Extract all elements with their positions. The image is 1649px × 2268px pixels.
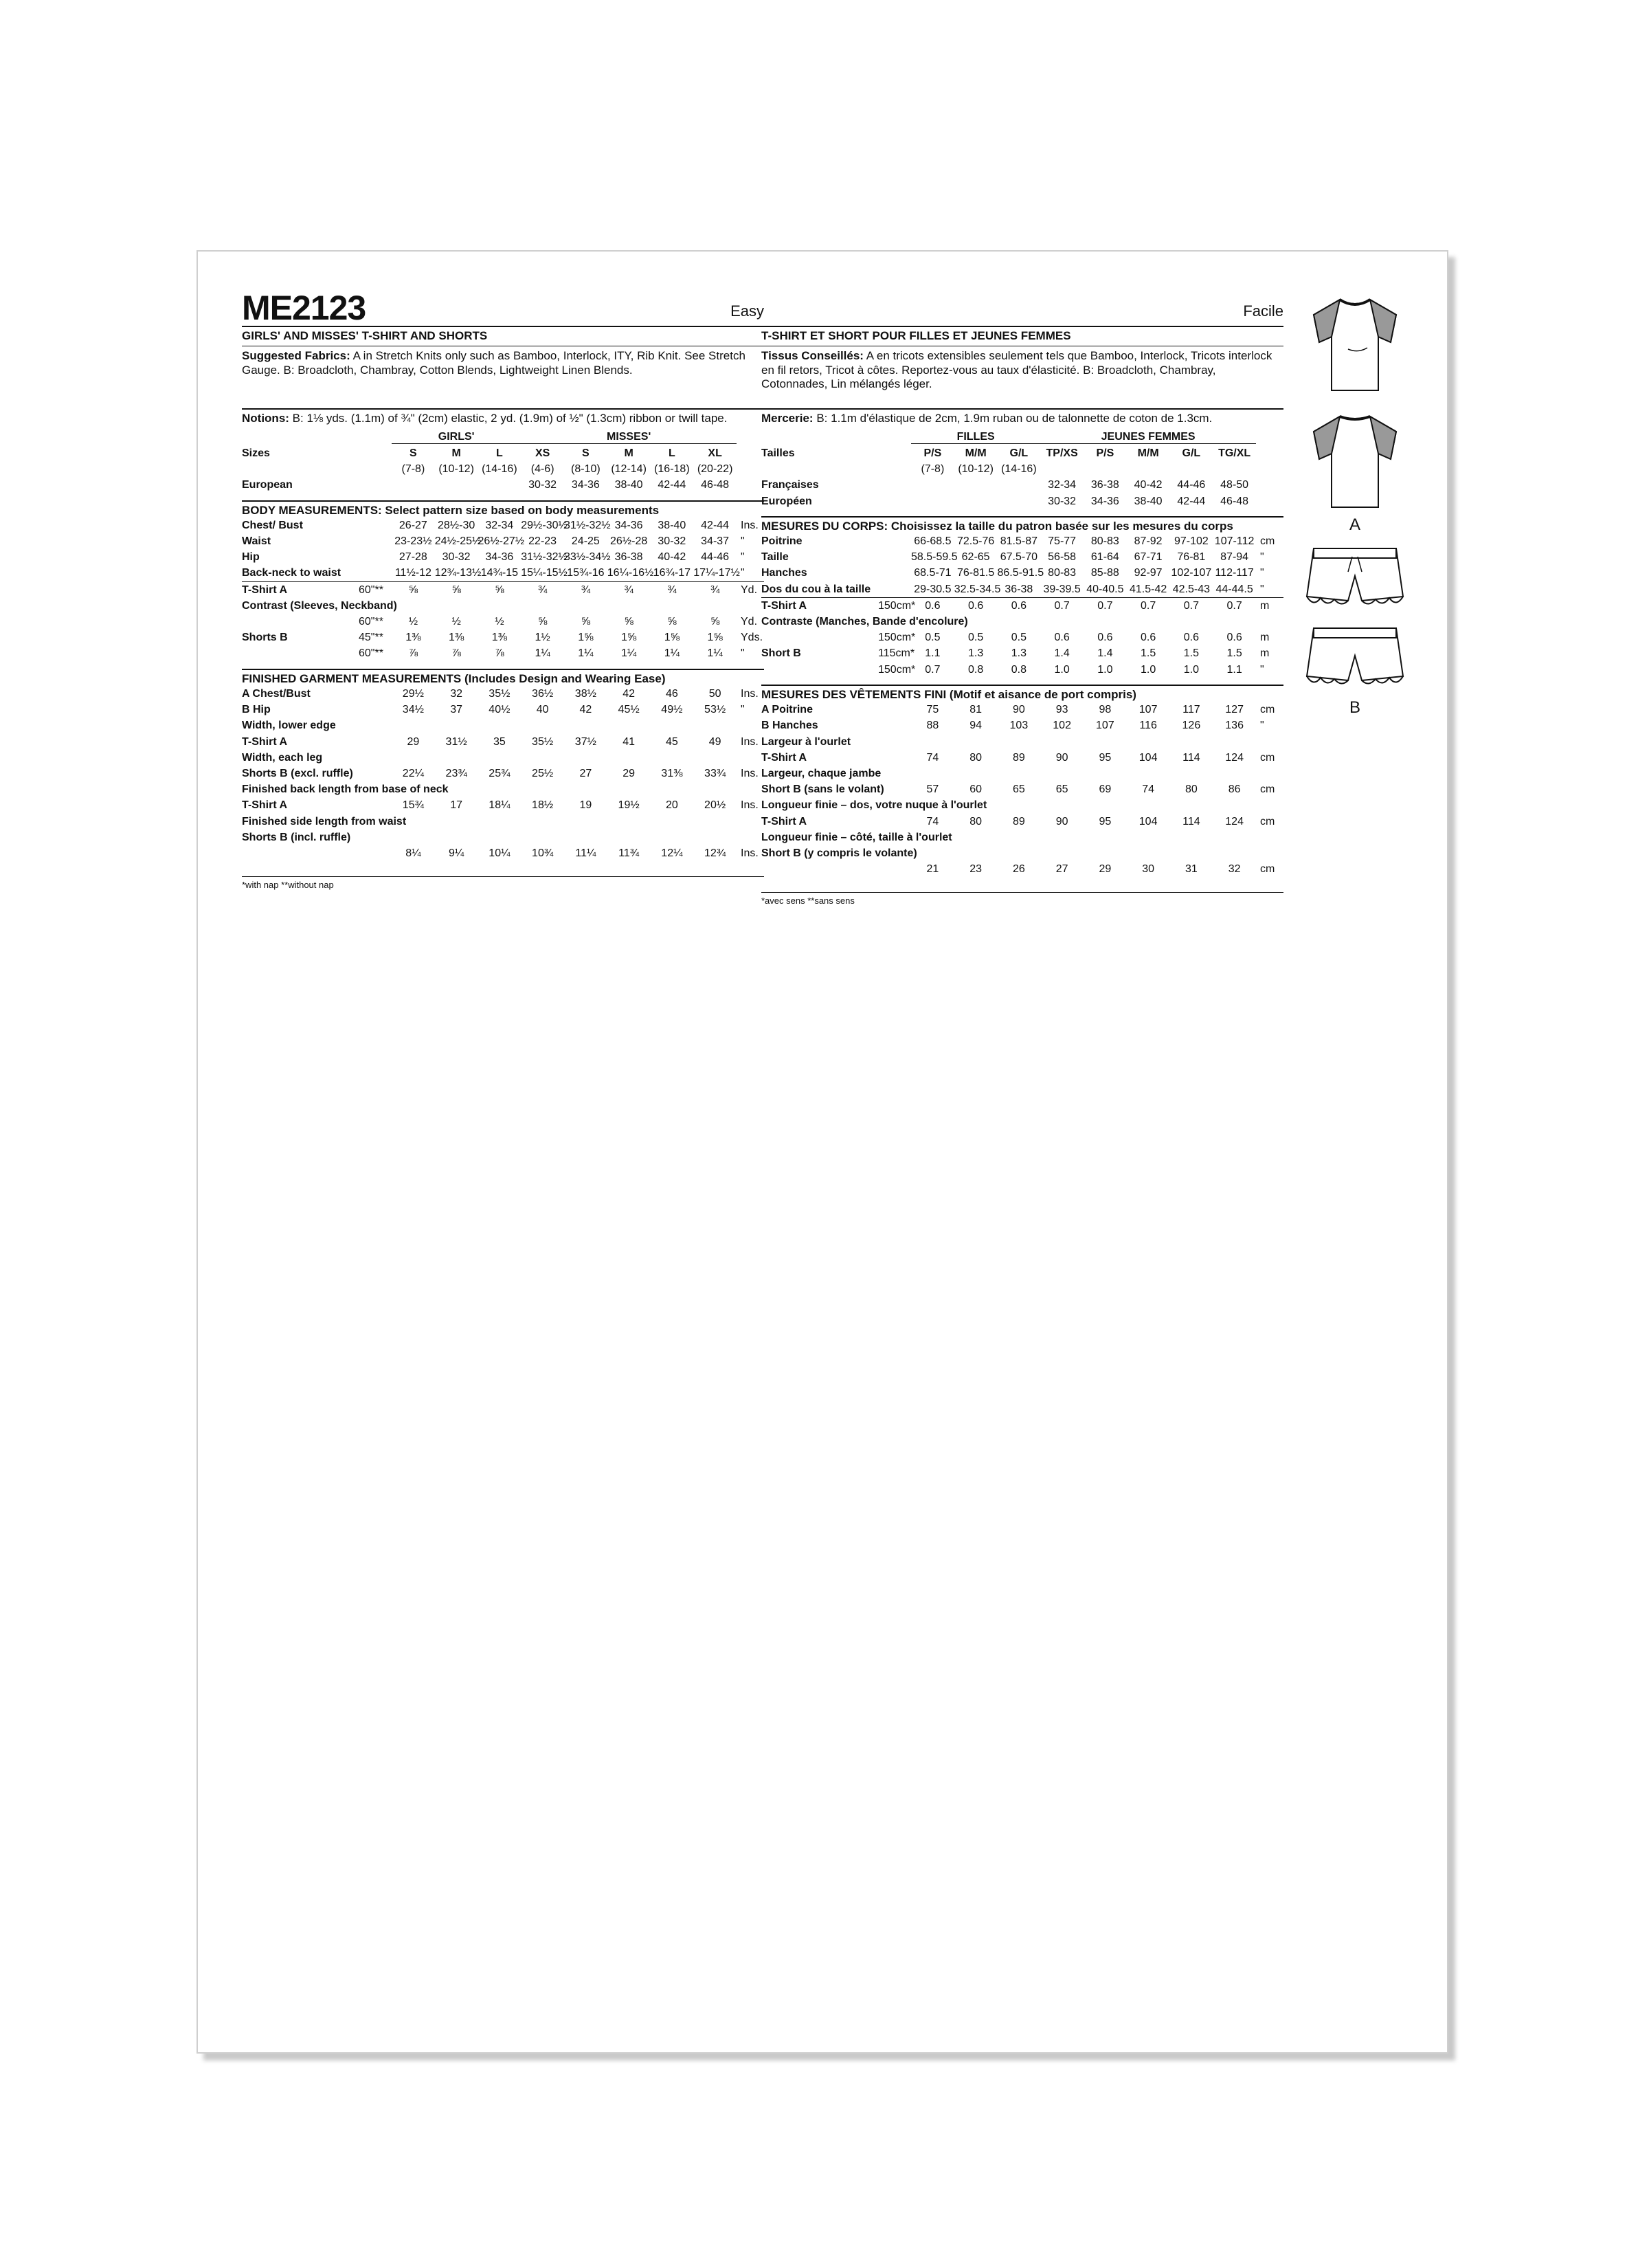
- table-row: 8¼ 9¼ 10¼ 10¾ 11¼ 11¾ 12¼ 12¾ Ins.: [405, 847, 759, 859]
- body-measurements-heading-fr: MESURES DU CORPS: Choisissez la taille du patron basée sur les mesures du corps: [761, 516, 1283, 533]
- table-row: B Hanches 88 94 103 102 107 116 126 136 ": [761, 720, 1264, 732]
- table-row: Finished side length from waist: [242, 815, 407, 827]
- yardage-table: [242, 582, 764, 662]
- group-jeunes-femmes: JEUNES FEMMES: [1040, 430, 1256, 444]
- table-row: T-Shirt A 150cm* 0.6 0.6 0.6 0.7 0.7 0.7 0.7 0.7 m: [761, 599, 1270, 612]
- table-row: Hip 27-28 30-32 34-36 31½-32½ 33½-34½ 36-38 40-42 44-46 ": [242, 551, 745, 564]
- table-row: Finished back length from base of neck: [242, 783, 449, 796]
- suggested-fabrics: [242, 346, 764, 404]
- notions: [242, 408, 764, 425]
- view-a-label: A: [1349, 515, 1360, 534]
- fabrics-text: A in Stretch Knits only such as Bamboo, Interlock, ITY, Rib Knit. See Stretch Gauge. B: Broadcloth, Chambray, Cotton Blends, Lightweight Linen Blends.: [242, 349, 745, 377]
- table-row: 21 23 26 27 29 30 31 32 cm: [926, 863, 1275, 876]
- yardage-table-fr: [761, 598, 1283, 678]
- table-row: Short B 115cm* 1.1 1.3 1.3 1.4 1.4 1.5 1.5 1.5 m: [761, 647, 1270, 660]
- table-row: Shorts B (incl. ruffle): [242, 831, 351, 843]
- pattern-title: GIRLS' AND MISSES' T-SHIRT AND SHORTS: [242, 326, 764, 343]
- footnote-fr: *avec sens **sans sens: [761, 892, 1283, 907]
- table-row: Shorts B 45"** 1⅜ 1⅜ 1⅜ 1½ 1⅝ 1⅝ 1⅝ 1⅝ Yds.: [242, 632, 763, 644]
- table-row: T-Shirt A 74 80 89 90 95 104 114 124 cm: [761, 815, 1275, 827]
- pattern-title-fr: T-SHIRT ET SHORT POUR FILLES ET JEUNES FEMMES: [761, 326, 1283, 343]
- group-filles: FILLES: [911, 430, 1040, 444]
- sizes-row-fr: Tailles P/S M/M G/L TP/XS P/S M/M G/L TG/XL: [761, 447, 1251, 459]
- pattern-sheet: [197, 250, 1448, 2054]
- finished-measurements-heading: FINISHED GARMENT MEASUREMENTS (Includes Design and Wearing Ease): [242, 669, 764, 686]
- body-measurements-heading: BODY MEASUREMENTS: Select pattern size based on body measurements: [242, 500, 764, 518]
- table-row: Shorts B (excl. ruffle) 22¼ 23¾ 25¾ 25½ 27 29 31⅜ 33¾ Ins.: [242, 767, 759, 779]
- table-row: T-Shirt A 74 80 89 90 95 104 114 124 cm: [761, 751, 1275, 764]
- table-row: Longueur finie – côté, taille à l'ourlet: [761, 831, 952, 843]
- table-row: T-Shirt A 29 31½ 35 35½ 37½ 41 45 49 Ins.: [242, 735, 759, 748]
- table-row: Chest/ Bust 26-27 28½-30 32-34 29½-30½ 31½-32½ 34-36 38-40 42-44 Ins.: [242, 519, 759, 531]
- shorts-back-drawing: [1293, 621, 1417, 697]
- francaises-row: Françaises 32-34 36-38 40-42 44-46 48-50: [761, 479, 1249, 491]
- table-row: Contraste (Manches, Bande d'encolure): [761, 616, 968, 628]
- table-row: Short B (sans le volant) 57 60 65 65 69 74 80 86 cm: [761, 783, 1275, 796]
- table-row: A Chest/Bust 29½ 32 35½ 36½ 38½ 42 46 50 Ins.: [242, 688, 759, 700]
- fabrics-label: Suggested Fabrics:: [242, 349, 350, 363]
- table-row: Hanches 68.5-71 76-81.5 86.5-91.5 80-83 85-88 92-97 102-107 112-117 ": [761, 567, 1264, 579]
- view-illustrations: [1279, 287, 1431, 724]
- english-column: [242, 287, 764, 891]
- table-row: T-Shirt A 60"** ⅝ ⅝ ⅝ ¾ ¾ ¾ ¾ ¾ Yd.: [242, 583, 758, 596]
- finished-measurements-table-fr: [761, 702, 1283, 877]
- europeen-row: Européen 30-32 34-36 38-40 42-44 46-48: [761, 495, 1249, 507]
- difficulty-label-fr: Facile: [1243, 302, 1283, 320]
- body-measurements-table: [242, 518, 764, 581]
- notions-label-fr: Mercerie:: [761, 412, 814, 425]
- finished-measurements-table: [242, 686, 764, 861]
- sizes-table: [242, 429, 764, 493]
- table-row: Taille 58.5-59.5 62-65 67.5-70 56-58 61-64 67-71 76-81 87-94 ": [761, 551, 1264, 564]
- table-row: Width, lower edge: [242, 720, 336, 732]
- body-measurements-table-fr: [761, 533, 1283, 597]
- size-ranges-row: (7-8) (10-12) (14-16) (4-6) (8-10) (12-14) (16-18) (20-22): [401, 463, 733, 476]
- table-row: Largeur à l'ourlet: [761, 735, 851, 748]
- table-row: B Hip 34½ 37 40½ 40 42 45½ 49½ 53½ ": [242, 704, 745, 716]
- table-row: 150cm* 0.5 0.5 0.5 0.6 0.6 0.6 0.6 0.6 m: [878, 632, 1270, 644]
- table-row: A Poitrine 75 81 90 93 98 107 117 127 cm: [761, 704, 1275, 716]
- table-row: Dos du cou à la taille 29-30.5 32.5-34.5 36-38 39-39.5 40-40.5 41.5-42 42.5-43 44-44.5 ": [761, 583, 1264, 595]
- tshirt-back-drawing: [1300, 404, 1410, 514]
- tshirt-front-drawing: [1300, 287, 1410, 397]
- sizes-row: Sizes S M L XS S M L XL: [242, 447, 722, 459]
- fabrics-text-fr: A en tricots extensibles seulement tels que Bamboo, Interlock, Tricots interlock en fil retors, Tricot à côtes. Reportez-vous au taux d'élasticité. B: Broadcloth, Chambray, Cotonnades, Lin mélangés léger.: [761, 349, 1272, 391]
- table-row: Poitrine 66-68.5 72.5-76 81.5-87 75-77 80-83 87-92 97-102 107-112 cm: [761, 535, 1275, 548]
- pattern-number: ME2123: [242, 289, 366, 327]
- european-row: European 30-32 34-36 38-40 42-44 46-48: [242, 479, 730, 491]
- table-row: Back-neck to waist 11½-12 12¾-13½ 14¾-15 15¼-15½ 15¾-16 16¼-16½ 16¾-17 17¼-17½ ": [242, 567, 745, 579]
- table-row: 60"** ⅞ ⅞ ⅞ 1¼ 1¼ 1¼ 1¼ 1¼ ": [359, 647, 745, 660]
- table-row: Short B (y compris le volante): [761, 847, 917, 859]
- notions-text: B: 1⅛ yds. (1.1m) of ¾" (2cm) elastic, 2 yd. (1.9m) of ½" (1.3cm) ribbon or twill tape.: [292, 412, 728, 425]
- fabrics-label-fr: Tissus Conseillés:: [761, 349, 864, 363]
- table-row: T-Shirt A 15¾ 17 18¼ 18½ 19 19½ 20 20½ Ins.: [242, 799, 759, 812]
- table-row: Width, each leg: [242, 751, 323, 764]
- shorts-front-drawing: [1293, 542, 1417, 617]
- notions-label: Notions:: [242, 412, 289, 425]
- suggested-fabrics-fr: [761, 346, 1283, 404]
- table-row: Contrast (Sleeves, Neckband): [242, 599, 397, 612]
- difficulty-label: Easy: [730, 302, 764, 320]
- table-row: 150cm* 0.7 0.8 0.8 1.0 1.0 1.0 1.0 1.1 ": [878, 663, 1264, 676]
- french-column: [761, 287, 1283, 907]
- notions-fr: [761, 408, 1283, 425]
- table-row: 60"** ½ ½ ½ ⅝ ⅝ ⅝ ⅝ ⅝ Yd.: [359, 616, 758, 628]
- table-row: Longueur finie – dos, votre nuque à l'ourlet: [761, 799, 987, 812]
- finished-measurements-heading-fr: MESURES DES VÊTEMENTS FINI (Motif et aisance de port compris): [761, 685, 1283, 702]
- table-row: Largeur, chaque jambe: [761, 767, 882, 779]
- group-misses: MISSES': [521, 430, 737, 444]
- table-row: Waist 23-23½ 24½-25½ 26½-27½ 22-23 24-25 26½-28 30-32 34-37 ": [242, 535, 745, 548]
- sizes-table-fr: [761, 429, 1283, 509]
- notions-text-fr: B: 1.1m d'élastique de 2cm, 1.9m ruban ou de talonnette de coton de 1.3cm.: [816, 412, 1213, 425]
- group-girls: GIRLS': [392, 430, 521, 444]
- view-b-label: B: [1349, 698, 1360, 717]
- size-ranges-row-fr: (7-8) (10-12) (14-16): [921, 463, 1037, 476]
- footnote: *with nap **without nap: [242, 876, 764, 891]
